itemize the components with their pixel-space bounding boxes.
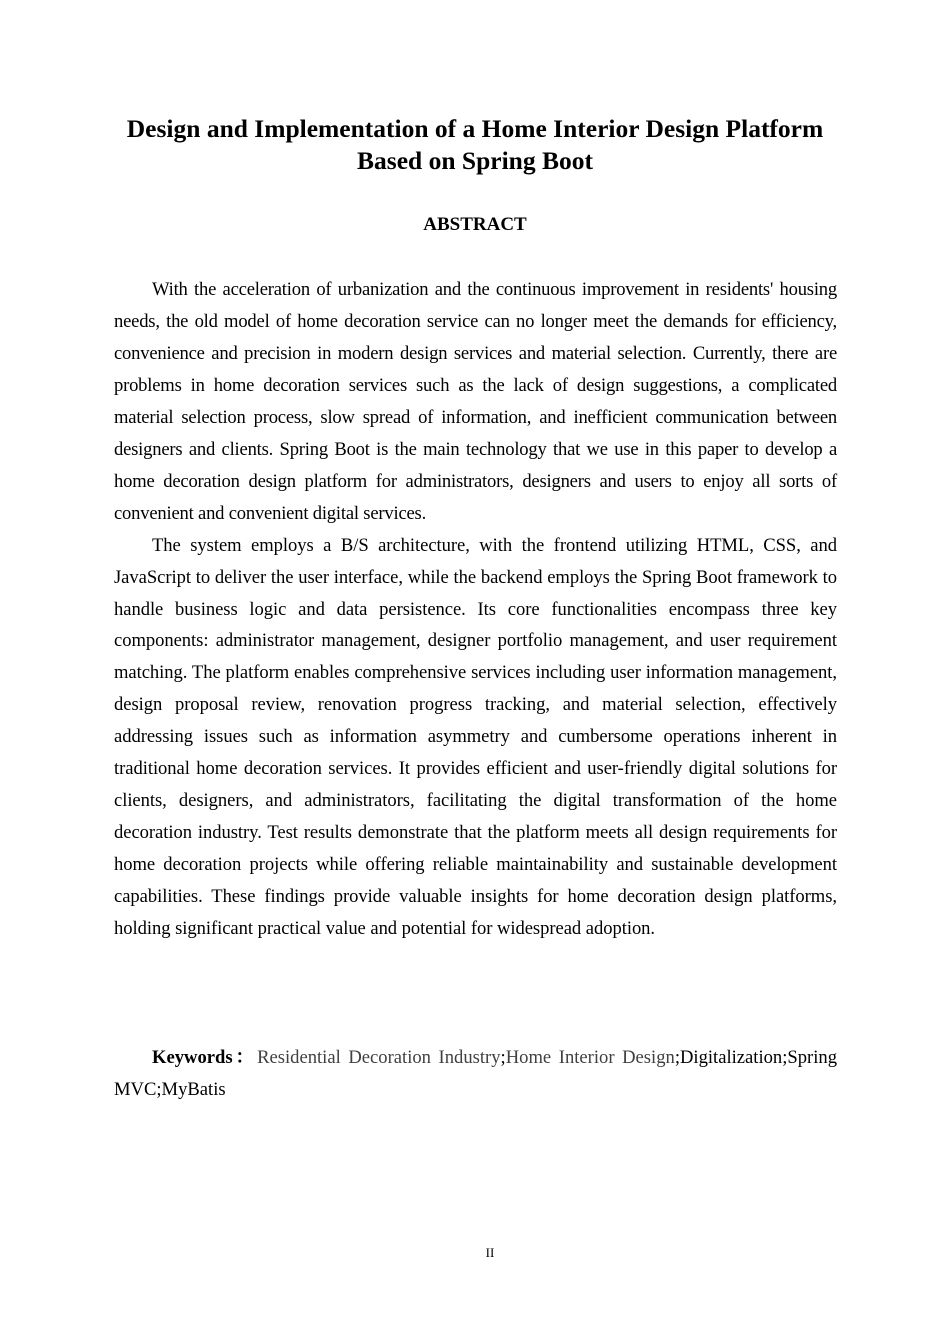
paper-title: [95, 113, 855, 177]
keywords-label: Keywords: [152, 1047, 233, 1068]
keyword-separator: ;: [500, 1047, 506, 1068]
keywords-line: [114, 1042, 837, 1106]
keyword-spring-mvc: Spring MVC: [114, 1047, 837, 1100]
keyword-separator: ;: [782, 1047, 788, 1068]
keyword-separator: ;: [156, 1079, 162, 1100]
abstract-paragraph-1: With the acceleration of urbanization and the continuous improvement in residents' housing needs, the old model of home decoration service can no longer meet the demands for efficiency, convenience and precision in modern design services and material selection. Currently, there are problems in home decoration services such as the lack of design suggestions, a complicated material selection process, slow spread of information, and inefficient communication between designers and clients. Spring Boot is the main technology that we use in this paper to develop a home decoration design platform for administrators, designers and users to enjoy all sorts of convenient and convenient digital services.: [114, 279, 837, 524]
abstract-paragraph-2: The system employs a B/S architecture, with the frontend utilizing HTML, CSS, and JavaScript to deliver the user interface, while the backend employs the Spring Boot framework to handle business logic and data persistence. Its core functionalities encompass three key components: administrator management, designer portfolio management, and user requirement matching. The platform enables comprehensive services including user information management, design proposal review, renovation progress tracking, and material selection, effectively addressing issues such as information asymmetry and cumbersome operations inherent in traditional home decoration services. It provides efficient and user-friendly digital solutions for clients, designers, and administrators, facilitating the digital transformation of the home decoration industry. Test results demonstrate that the platform meets all design requirements for home decoration projects while offering reliable maintainability and sustainable development capabilities. These findings provide valuable insights for home decoration design platforms, holding significant practical value and potential for widespread adoption.: [114, 534, 837, 940]
paper-title-line-2: Based on Spring Boot: [357, 146, 593, 175]
abstract-heading: ABSTRACT: [423, 214, 527, 235]
keywords-colon: ：: [232, 1047, 258, 1068]
keyword-digitalization: Digitalization: [679, 1047, 783, 1068]
keyword-mybatis: MyBatis: [161, 1079, 226, 1100]
page-number: II: [485, 1245, 495, 1260]
abstract-body: [114, 274, 837, 945]
keyword-residential-decoration: Residential Decoration Industry: [257, 1047, 501, 1068]
paper-title-line-1: Design and Implementation of a Home Interior Design Platform: [126, 114, 824, 143]
keyword-separator: ;: [674, 1047, 680, 1068]
keyword-home-interior-design: Home Interior Design: [505, 1047, 675, 1068]
